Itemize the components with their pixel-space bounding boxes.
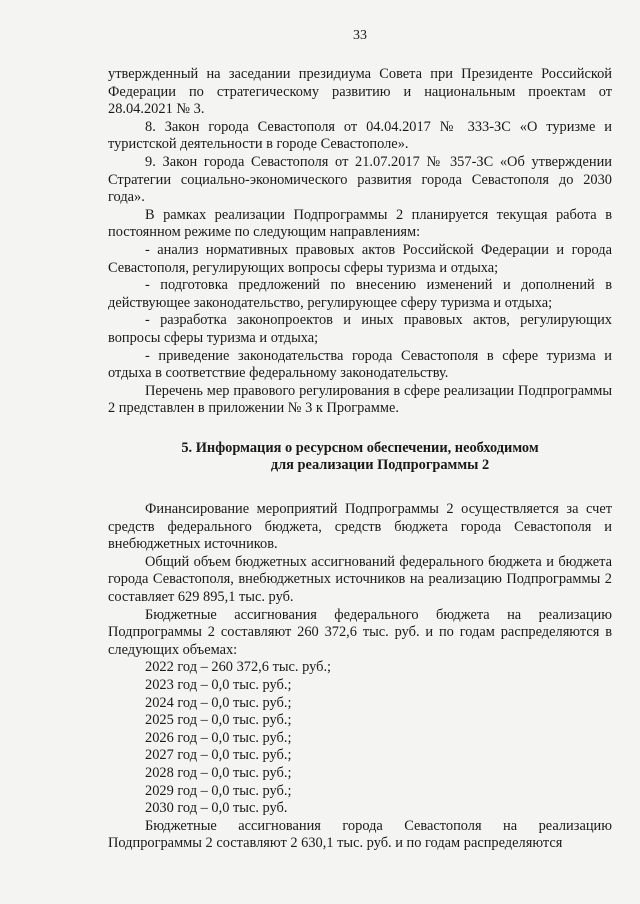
section-heading-line2: для реализации Подпрограммы 2 <box>270 457 490 474</box>
paragraph: Финансирование мероприятий Подпрограммы 2 осуществляется за счет средств федерального бюджета, средств бюджета города Севастополя и внебюджетных источников. <box>108 501 612 553</box>
year-budget-line: 2023 год – 0,0 тыс. руб.; <box>145 677 292 693</box>
list-item: - приведение законодательства города Севастополя в сфере туризма и отдыха в соответствие федеральному законодательству. <box>108 347 612 382</box>
paragraph: Перечень мер правового регулирования в сфере реализации Подпрограммы 2 представлен в приложении № 3 к Программе. <box>108 382 612 417</box>
paragraph: Бюджетные ассигнования города Севастополя на реализацию Подпрограммы 2 составляют 2 630,1 тыс. руб. и по годам распределяются <box>108 817 612 852</box>
year-budget-line: 2022 год – 260 372,6 тыс. руб.; <box>145 659 332 676</box>
paragraph: В рамках реализации Подпрограммы 2 планируется текущая работа в постоянном режиме по следующим направлениям: <box>108 206 612 241</box>
paragraph: 9. Закон города Севастополя от 21.07.2017 № 357-ЗС «Об утверждении Стратегии социально-экономического развития города Севастополя до 2030 года». <box>108 153 612 206</box>
paragraph: Бюджетные ассигнования федерального бюджета на реализацию Подпрограммы 2 составляют 260 372,6 тыс. руб. и по годам распределяются в следующих объемах: <box>108 606 612 658</box>
year-budget-line: 2025 год – 0,0 тыс. руб.; <box>145 712 292 729</box>
list-item: - разработка законопроектов и иных правовых актов, регулирующих вопросы сферы туризма и отдыха; <box>108 312 612 346</box>
text-block-top <box>108 66 612 418</box>
year-budget-line: 2024 год – 0,0 тыс. руб.; <box>145 694 292 711</box>
list-item: - подготовка предложений по внесению изменений и дополнений в действующее законодательство, регулирующее сферу туризма и отдыха; <box>108 277 612 311</box>
paragraph: Общий объем бюджетных ассигнований федерального бюджета и бюджета города Севастополя, внебюджетных источников на реализацию Подпрограммы 2 составляет 629 895,1 тыс. руб. <box>108 553 612 606</box>
year-budget-line: 2027 год – 0,0 тыс. руб.; <box>145 747 292 764</box>
page-number: 33 <box>353 28 367 43</box>
year-budget-line: 2030 год – 0,0 тыс. руб. <box>145 800 288 817</box>
section-heading <box>108 440 612 475</box>
text-block-bottom <box>108 501 612 853</box>
year-budget-line: 2029 год – 0,0 тыс. руб.; <box>145 782 292 799</box>
list-item: - анализ нормативных правовых актов Российской Федерации и города Севастополя, регулирующих вопросы сферы туризма и отдыха; <box>108 241 612 276</box>
year-budget-line: 2026 год – 0,0 тыс. руб.; <box>145 729 292 746</box>
year-budget-line: 2028 год – 0,0 тыс. руб.; <box>145 764 292 781</box>
section-heading-line1: 5. Информация о ресурсном обеспечении, необходимом <box>181 439 539 456</box>
paragraph: утвержденный на заседании президиума Совета при Президенте Российской Федерации по стратегическому развитию и национальным проектам от 28.04.2021 № 3. <box>108 66 612 118</box>
paragraph: 8. Закон города Севастополя от 04.04.2017 № 333-ЗС «О туризме и туристской деятельности в городе Севастополе». <box>108 118 612 153</box>
